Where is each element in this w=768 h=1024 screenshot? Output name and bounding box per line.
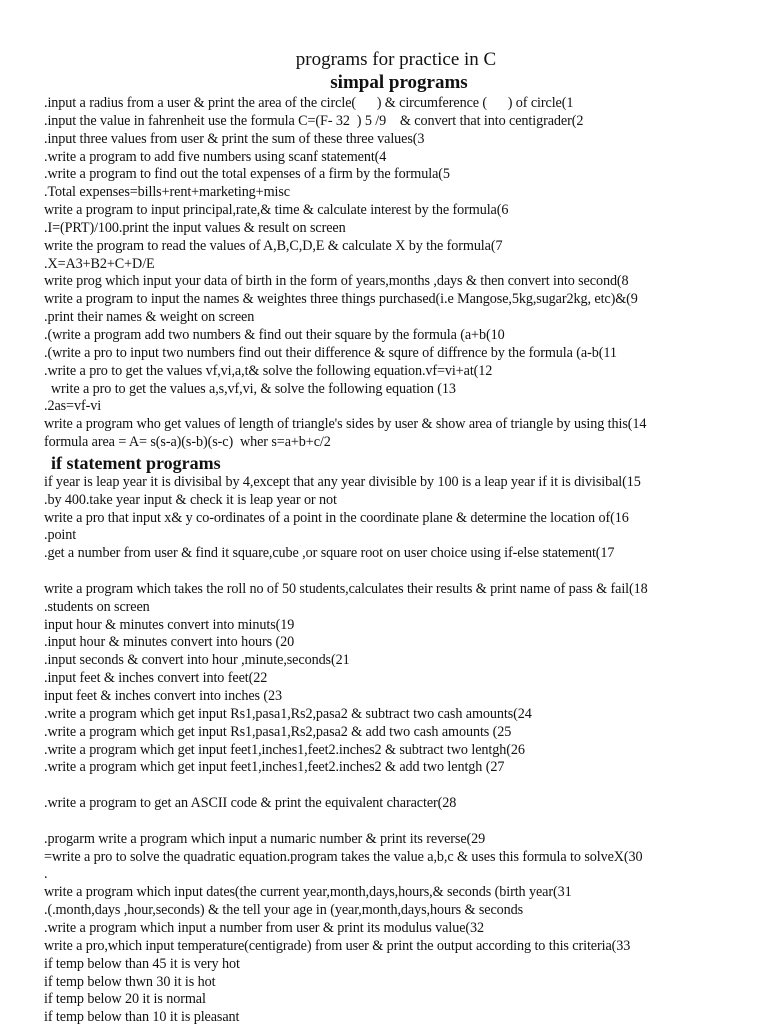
program-line: .(write a pro to input two numbers find out their difference & squre of diffrence by the formula (a-b(11 [44,344,617,361]
program-line: .input feet & inches convert into feet(22 [44,670,268,687]
program-line: write a pro to get the values a,s,vf,vi, & solve the following equation (13 [44,380,456,397]
program-line: .get a number from user & find it square,cube ,or square root on user choice using if-else statement(17 [44,545,615,562]
program-line: .I=(PRT)/100.print the input values & result on screen [44,219,346,236]
program-line: .input the value in fahrenheit use the formula C=(F- 32 ) 5 /9 & convert that into centigrader(2 [44,112,584,129]
program-line: .input seconds & convert into hour ,minute,seconds(21 [44,652,350,669]
program-line: write a pro,which input temperature(centigrade) from user & print the output according to this criteria(33 [44,937,631,954]
program-line: write a program to input principal,rate,& time & calculate interest by the formula(6 [44,202,509,219]
blank-line [44,813,754,831]
program-line: input hour & minutes convert into minuts(19 [44,616,295,633]
blank-line [44,563,754,581]
program-line: .write a program which get input Rs1,pasa1,Rs2,pasa2 & add two cash amounts (25 [44,723,512,740]
document-title: programs for practice in C [295,49,497,70]
program-line: if temp below than 10 it is pleasant [44,1009,240,1024]
program-line: .(write a program add two numbers & find out their square by the formula (a+b(10 [44,326,505,343]
blank-line [44,777,754,795]
program-line: .write a program which get input feet1,inches1,feet2.inches2 & subtract two lentgh(26 [44,741,525,758]
program-line: .progarm write a program which input a numaric number & print its reverse(29 [44,830,486,847]
program-line: .students on screen [44,598,150,615]
program-line: .write a program which get input feet1,inches1,feet2.inches2 & add two lentgh (27 [44,759,505,776]
program-line: write a program which input dates(the current year,month,days,hours,& seconds (birth year(31 [44,884,572,901]
program-line: =write a pro to solve the quadratic equation.program takes the value a,b,c & uses this formula to solveX(30 [44,848,643,865]
program-line: formula area = A= s(s-a)(s-b)(s-c) wher s=a+b+c/2 [44,434,331,451]
program-line: .Total expenses=bills+rent+marketing+misc [44,184,290,201]
program-line: .write a pro to get the values vf,vi,a,t& solve the following equation.vf=vi+at(12 [44,362,493,379]
program-line: if temp below thwn 30 it is hot [44,973,216,990]
program-line: .by 400.take year input & check it is leap year or not [44,491,337,508]
program-line: .write a program to find out the total expenses of a firm by the formula(5 [44,166,450,183]
if-programs-list [44,474,754,1024]
program-line: write a program which takes the roll no of 50 students,calculates their results & print name of pass & fail(18 [44,580,648,597]
program-line: .write a program to get an ASCII code & print the equivalent character(28 [44,795,457,812]
program-line: .print their names & weight on screen [44,309,255,326]
program-line: write a program who get values of length of triangle's sides by user & show area of triangle by using this(14 [44,416,647,433]
program-line: if year is leap year it is divisibal by 4,except that any year divisible by 100 is a leap year if it is divisibal(15 [44,473,641,490]
program-line: .input a radius from a user & print the area of the circle( ) & circumference ( ) of circle(1 [44,95,574,111]
document-subtitle: simpal programs [330,72,468,93]
program-line: write the program to read the values of A,B,C,D,E & calculate X by the formula(7 [44,237,503,254]
program-line: .(.month,days ,hour,seconds) & the tell your age in (year,month,days,hours & seconds [44,902,524,919]
program-line: . [44,866,48,883]
program-line: write a program to input the names & weightes three things purchased(i.e Mangose,5kg,sugar2kg, etc)&(9 [44,291,638,308]
program-line: input feet & inches convert into inches (23 [44,688,283,704]
program-line: .write a program to add five numbers using scanf statement(4 [44,148,387,165]
program-line: .write a program which input a number from user & print its modulus value(32 [44,919,484,936]
program-line: write a pro that input x& y co-ordinates of a point in the coordinate plane & determine the location of(16 [44,509,629,526]
program-line: .input three values from user & print the sum of these three values(3 [44,130,425,147]
program-line: .X=A3+B2+C+D/E [44,255,155,272]
program-line: .2as=vf-vi [44,398,102,415]
program-line: if temp below 20 it is normal [44,991,206,1008]
program-line: .input hour & minutes convert into hours (20 [44,634,295,651]
if-statement-heading: if statement programs [51,452,221,473]
simple-programs-list [44,95,754,452]
program-line: write prog which input your data of birth in the form of years,months ,days & then convert into second(8 [44,273,629,290]
program-line: .point [44,527,77,544]
program-line: .write a program which get input Rs1,pasa1,Rs2,pasa2 & subtract two cash amounts(24 [44,705,532,722]
program-line: if temp below than 45 it is very hot [44,955,240,972]
